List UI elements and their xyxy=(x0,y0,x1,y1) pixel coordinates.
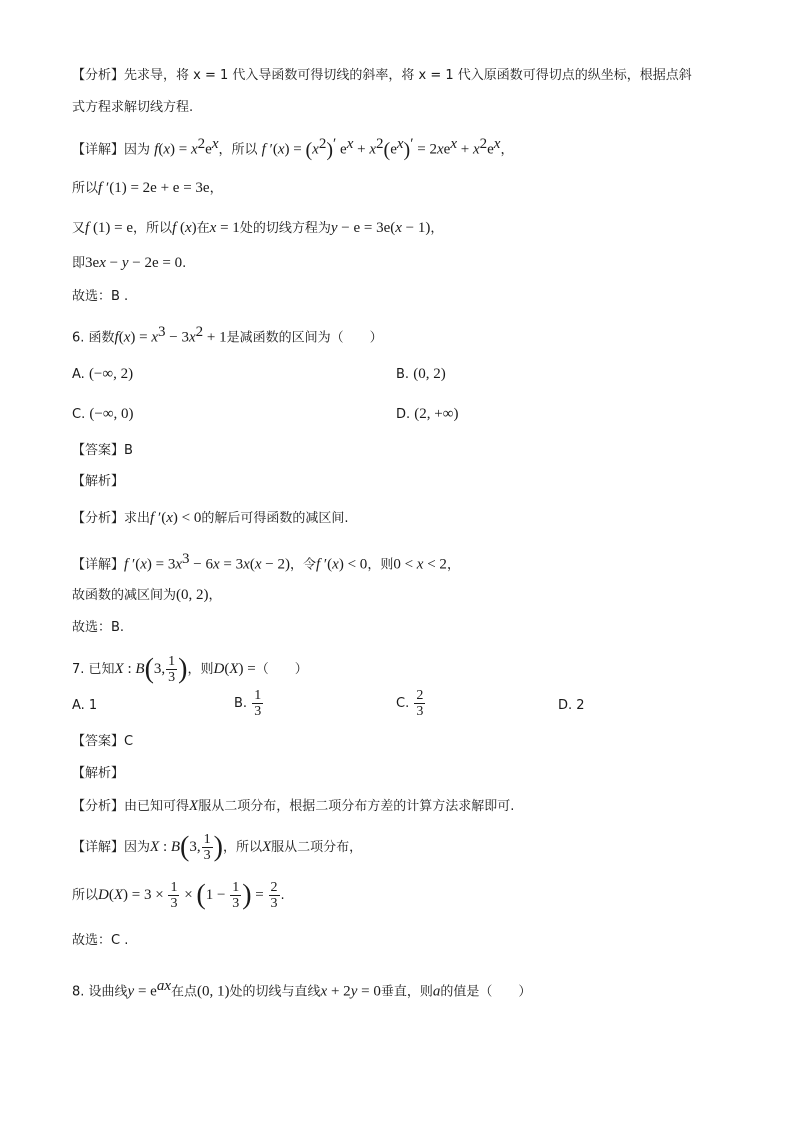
q5-detail-line-2: 所以f ′(1) = 2e + e = 3e， xyxy=(72,180,223,196)
q6-detail: 【详解】f $'(x) = 3x^3 - 6x = 3x(x - 2)$，令f ′(x) < 0，则0 < x < 2， xyxy=(72,551,460,573)
q6-option-a: A. (−∞, 2) xyxy=(72,366,134,382)
q6-analysis: 【分析】求出f ′(x) < 0的解后可得函数的减区间. xyxy=(72,510,349,526)
detail-text: 因为 xyxy=(124,142,151,158)
detail-text: ，所以 xyxy=(218,142,258,158)
detail-text: 又 xyxy=(72,221,86,236)
q8-stem: 8. 设曲线$y = e^{ax}$在点(0, 1)处的切线与直线x + 2y = 0垂直，则a的值是（ ） xyxy=(72,978,532,1000)
q7-detail: 【详解】因为X : B(3, $\frac{1}{3}$ )，所以X服从二项分布， xyxy=(72,831,363,863)
conclusion-text: 故选：C . xyxy=(72,933,129,948)
explain-tag: 【解析】 xyxy=(72,766,125,781)
detail-text: 处的切线方程为 xyxy=(239,221,331,236)
q7-answer xyxy=(72,732,133,752)
analysis-text: 先求导，将 x = 1 代入导函数可得切线的斜率，将 x = 1 代入原函数可得切点的纵坐标，根据点斜 xyxy=(124,68,692,83)
detail-text: 所以 xyxy=(72,181,99,196)
answer-value: B xyxy=(124,443,133,458)
q6-option-c: C. (−∞, 0) xyxy=(72,406,134,422)
q5-analysis-line xyxy=(72,66,692,86)
detail-tag: 【详解】 xyxy=(72,840,125,855)
q7-analysis: 【分析】由已知可得X服从二项分布，根据二项分布方差的计算方法求解即可. xyxy=(72,798,515,814)
q5-conclusion xyxy=(72,287,128,307)
analysis-tag: 【分析】 xyxy=(72,799,125,814)
q7-option-a: A. 1 xyxy=(72,698,98,713)
answer-value: C xyxy=(124,734,134,749)
q7-conclusion xyxy=(72,931,128,951)
question-text: 6. 函数 xyxy=(72,330,115,346)
answer-tag: 【答案】 xyxy=(72,443,125,458)
q7-option-c: C. $\frac{2}{3}$ xyxy=(396,688,424,719)
q5-detail-line-4: 即3ex − y − 2e = 0. xyxy=(72,255,187,271)
conclusion-text: 故选：B. xyxy=(72,620,125,635)
q7-option-b: B. $\frac{1}{3}$ xyxy=(234,688,262,719)
q7-explain-tag xyxy=(72,764,124,784)
analysis-tag: 【分析】 xyxy=(72,511,125,526)
detail-tag: 【详解】 xyxy=(72,557,125,573)
q5-detail-line-1: 【详解】因为 $f(x) = x^2e^x$，所以 f $'(x) = (x^2)'$ $e^x + x^2(e^x)' = 2xe^x + x^2e^x$， xyxy=(72,136,514,161)
detail-text: 在 xyxy=(196,221,210,236)
q7-option-d: D. 2 xyxy=(558,698,585,713)
q6-option-d: D. (2, +∞) xyxy=(396,406,459,422)
q5-detail-line-3: 又f (1) = e，所以f (x)在x = 1处的切线方程为y − e = 3e(x − 1)， xyxy=(72,220,444,236)
detail-tag: 【详解】 xyxy=(72,142,125,158)
answer-tag: 【答案】 xyxy=(72,734,125,749)
q6-option-b: B. (0, 2) xyxy=(396,366,446,382)
analysis-text-continued: 式方程求解切线方程. xyxy=(72,100,194,115)
q7-stem: 7. 已知X : B(3, $\frac{1}{3}$ )，则D(X) =（ ） xyxy=(72,653,308,685)
detail-text: 即 xyxy=(72,256,86,271)
q6-range: 故函数的减区间为(0, 2)， xyxy=(72,587,222,603)
q6-explain-tag xyxy=(72,472,124,492)
formula: f xyxy=(154,141,159,158)
explain-tag: 【解析】 xyxy=(72,474,125,489)
q6-answer xyxy=(72,441,133,461)
q6-stem: 6. 函数$f(x) = x^3 - 3x^2 + 1$是减函数的区间为（ ） xyxy=(72,324,383,346)
analysis-tag: 【分析】 xyxy=(72,68,125,83)
conclusion-text: 故选：B . xyxy=(72,289,129,304)
q6-conclusion xyxy=(72,618,124,638)
detail-text: ，所以 xyxy=(133,221,173,236)
q5-analysis-line-2 xyxy=(72,98,193,118)
q7-detail-2: 所以D(X) = 3 × $\frac{1}{3}$ × (1 − $\frac{1}{3}$ ) = $\frac{2}{3}$ . xyxy=(72,879,285,911)
question-text: 是减函数的区间为（ ） xyxy=(226,330,383,346)
